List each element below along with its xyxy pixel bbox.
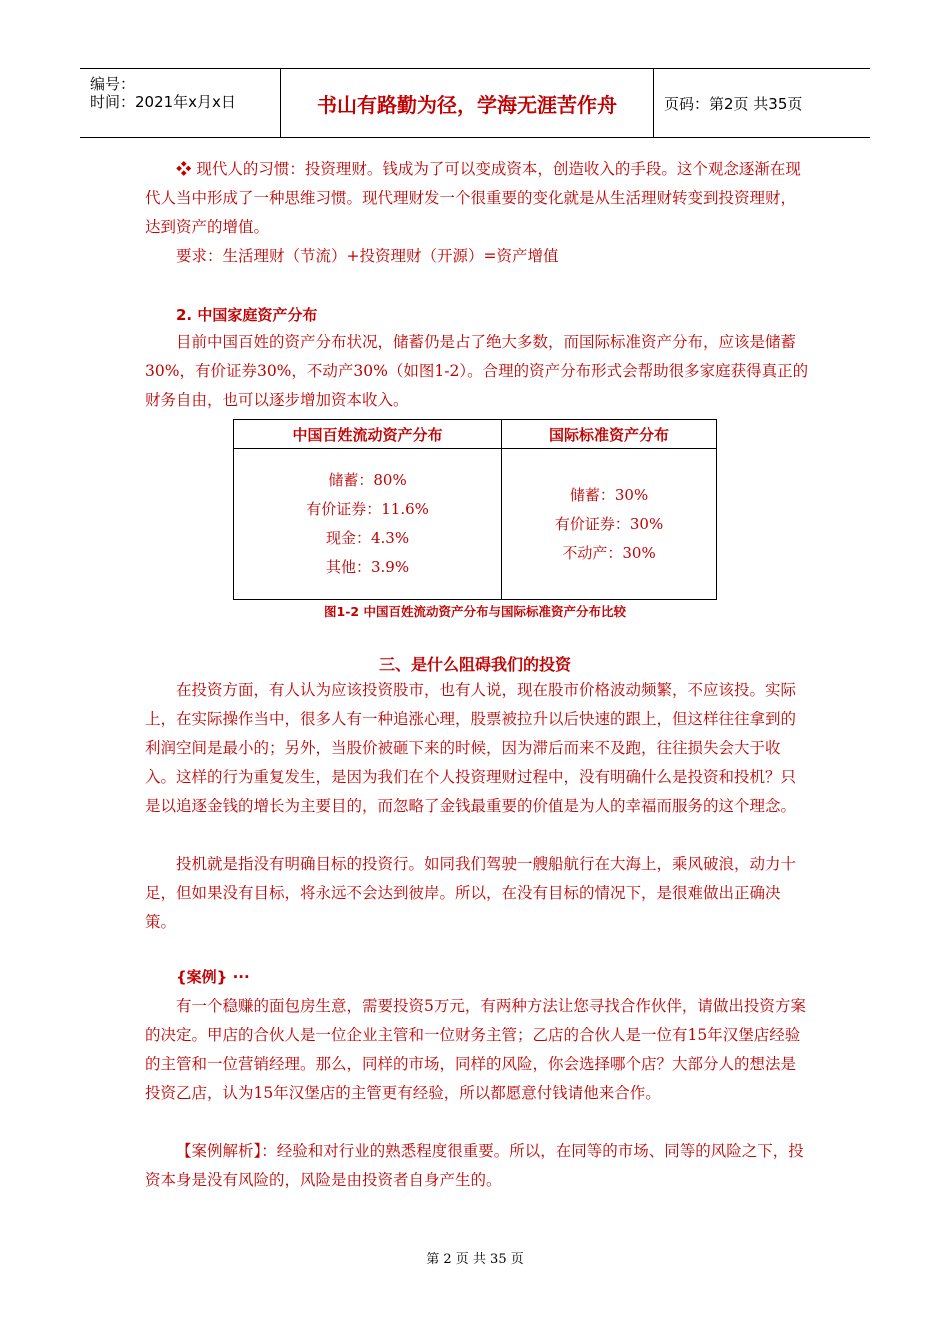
obstacle-paragraph: 在投资方面，有人认为应该投资股市，也有人说，现在股市价格波动频繁，不应该投。实际上，在实际操作当中，很多人有一种追涨心理，股票被拉升以后快速的跟上，但这样往往拿到的利润空间是最小的；另外，当股价被砸下来的时候，因为滞后而来不及跑，往往损失会大于收入。这样的行为重复发生，是因为我们在个人投资理财过程中，没有明确什么是投资和投机？只是以追逐金钱的增长为主要目的，而忽略了金钱最重要的价值是为人的幸福而服务的这个理念。 [145, 681, 797, 815]
table-caption: 图1-2 中国百姓流动资产分布与国际标准资产分布比较 [324, 604, 626, 619]
header-meta [80, 69, 281, 137]
intro-paragraph: ❖ 现代人的习惯：投资理财。钱成为了可以变成资本，创造收入的手段。这个观念逐渐在现代人当中形成了一种思维习惯。现代理财发一个很重要的变化就是从生活理财转变到投资理财，达到资产的增值。 [145, 160, 801, 236]
case-analysis: 【案例解析】：经验和对行业的熟悉程度很重要。所以，在同等的市场、同等的风险之下，投资本身是没有风险的，风险是由投资者自身产生的。 [145, 1142, 804, 1189]
asset-comparison-table [233, 419, 717, 600]
list-item: 储蓄：80% [328, 471, 407, 489]
serial-label: 编号： [90, 75, 136, 93]
asset-paragraph: 目前中国百姓的资产分布状况，储蓄仍是占了绝大多数，而国际标准资产分布，应该是储蓄30%，有价证券30%，不动产30%（如图1-2）。合理的资产分布形式会帮助很多家庭获得真正的财务自由，也可以逐步增加资本收入。 [145, 333, 809, 409]
document-header [80, 68, 870, 138]
requirement-line: 要求：生活理财（节流）+投资理财（开源）=资产增值 [176, 247, 559, 265]
section-heading-3: 三、是什么阻碍我们的投资 [378, 655, 571, 674]
list-item: 不动产：30% [562, 543, 656, 562]
china-distribution-cell [234, 449, 502, 600]
time-label: 时间：2021年x月x日 [90, 93, 236, 111]
table-header-intl: 国际标准资产分布 [502, 420, 717, 449]
speculation-paragraph: 投机就是指没有明确目标的投资行。如同我们驾驶一艘船航行在大海上，乘风破浪，动力十足，但如果没有目标，将永远不会达到彼岸。所以，在没有目标的情况下，是很难做出正确决策。 [145, 855, 797, 931]
list-item: 有价证券：30% [554, 514, 664, 533]
header-motto: 书山有路勤为径，学海无涯苦作舟 [281, 69, 654, 137]
section-heading-2: 2. 中国家庭资产分布 [176, 306, 318, 324]
list-item: 其他：3.9% [326, 558, 410, 576]
case-text: 有一个稳赚的面包房生意，需要投资5万元，有两种方法让您寻找合作伙伴，请做出投资方案的决定。甲店的合伙人是一位企业主管和一位财务主管；乙店的合伙人是一位有15年汉堡店经验的主管和一位营销经理。那么，同样的市场，同样的风险，你会选择哪个店？大部分人的想法是投资乙店，认为15年汉堡店的主管更有经验，所以都愿意付钱请他来合作。 [145, 997, 806, 1102]
intl-distribution-cell [502, 449, 717, 600]
case-heading: {案例} ··· [176, 968, 250, 986]
list-item: 有价证券：11.6% [306, 500, 429, 518]
page-info: 页码：第2页 共35页 [664, 95, 803, 113]
list-item: 储蓄：30% [569, 485, 649, 504]
list-item: 现金：4.3% [326, 529, 410, 547]
page-footer: 第 2 页 共 35 页 [426, 1252, 524, 1267]
table-header-china: 中国百姓流动资产分布 [234, 420, 502, 449]
